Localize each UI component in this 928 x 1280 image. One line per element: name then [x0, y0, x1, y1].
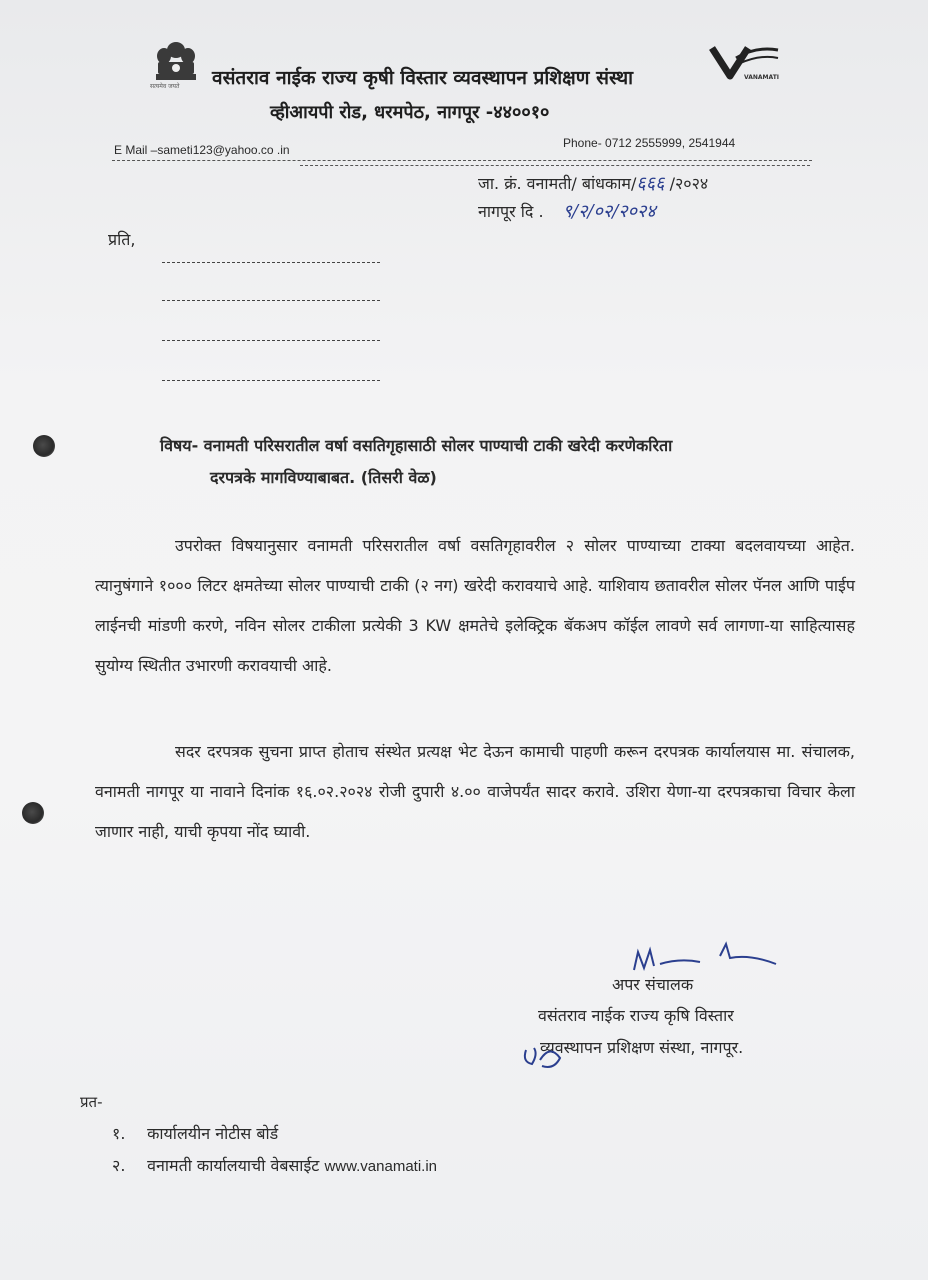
addressee-label: प्रति,: [108, 230, 136, 249]
addressee-line-3: [162, 340, 380, 341]
initials-scribble: [520, 1040, 566, 1074]
reference-suffix: /२०२४: [664, 174, 709, 193]
copy-item-number: २.: [112, 1156, 126, 1175]
email-text: E Mail –sameti123@yahoo.co .in: [114, 143, 290, 157]
reference-handwritten-number: ६६६: [636, 173, 665, 194]
body-paragraph-1: उपरोक्त विषयानुसार वनामती परिसरातील वर्षा वसतिगृहावरील २ सोलर पाण्याच्या टाक्या बदलवायच्या आहेत. त्यानुषंगाने १००० लिटर क्षमतेच्या सोलर पाण्याची टाकी (२ नग) खरेदी करावयाचे आहे. याशिवाय छतावरील सोलर पॅनल आणि पाईप लाईनची मांडणी करणे, नविन सोलर टाकीला प्रत्येकी 3 KW क्षमतेचे इलेक्ट्रिक बॅकअप कॉईल लावणे सर्व लागणा-या साहित्यासह सुयोग्य स्थितीत उभारणी करावयाची आहे.: [95, 536, 855, 675]
punch-hole: [33, 435, 55, 457]
copy-item-number: १.: [112, 1124, 126, 1143]
reference-number: [478, 171, 708, 195]
punch-hole: [22, 802, 44, 824]
logo-text: VANAMATI: [744, 74, 780, 81]
addressee-line-2: [162, 300, 380, 301]
reference-prefix: जा. क्रं. वनामती/ बांधकाम/: [478, 174, 637, 193]
phone-text: Phone- 0712 2555999, 2541944: [563, 136, 736, 150]
date-handwritten: ९/२/०२/२०२४: [562, 201, 656, 222]
date-label: नागपूर दि .: [478, 202, 544, 221]
copy-item-1: [112, 1122, 278, 1144]
body-paragraph-2: सदर दरपत्रक सुचना प्राप्त होताच संस्थेत प्रत्यक्ष भेट देऊन कामाची पाहणी करून दरपत्रक कार्यालयास मा. संचालक, वनामती नागपूर या नावाने दिनांक १६.०२.२०२४ रोजी दुपारी ४.०० वाजेपर्यंत सादर करावे. उशिरा येणा-या दरपत्रकाचा विचार केला जाणार नाही, याची कृपया नोंद घ्यावी.: [95, 742, 855, 841]
reference-date: [478, 199, 656, 223]
copy-item-text: वनामती कार्यालयाची वेबसाईट: [147, 1156, 325, 1175]
emblem-caption: सत्यमेव जयते: [150, 83, 180, 90]
addressee-line-4: [162, 380, 380, 381]
copy-item-2: [112, 1154, 437, 1176]
signatory-org-line-1: वसंतराव नाईक राज्य कृषि विस्तार: [538, 1006, 734, 1025]
header-divider-secondary: [300, 165, 810, 166]
subject-line-2: दरपत्रके मागविण्याबाबत. (तिसरी वेळ): [210, 468, 437, 487]
addressee-line-1: [162, 262, 380, 263]
copies-label: प्रत-: [80, 1093, 103, 1111]
organization-name: वसंतराव नाईक राज्य कृषी विस्तार व्यवस्थापन प्रशिक्षण संस्था: [212, 67, 634, 89]
subject-line-1: विषय- वनामती परिसरातील वर्षा वसतिगृहासाठी सोलर पाण्याची टाकी खरेदी करणेकरिता: [160, 436, 673, 455]
organization-address: व्हीआयपी रोड, धरमपेठ, नागपूर -४४००१०: [270, 102, 550, 123]
signatory-title: अपर संचालक: [612, 975, 694, 994]
website-url: www.vanamati.in: [324, 1158, 437, 1175]
header-divider: [112, 160, 812, 161]
signatory-org-line-2: व्यवस्थापन प्रशिक्षण संस्था, नागपूर.: [540, 1038, 744, 1057]
copy-item-text: कार्यालयीन नोटीस बोर्ड: [147, 1124, 279, 1143]
